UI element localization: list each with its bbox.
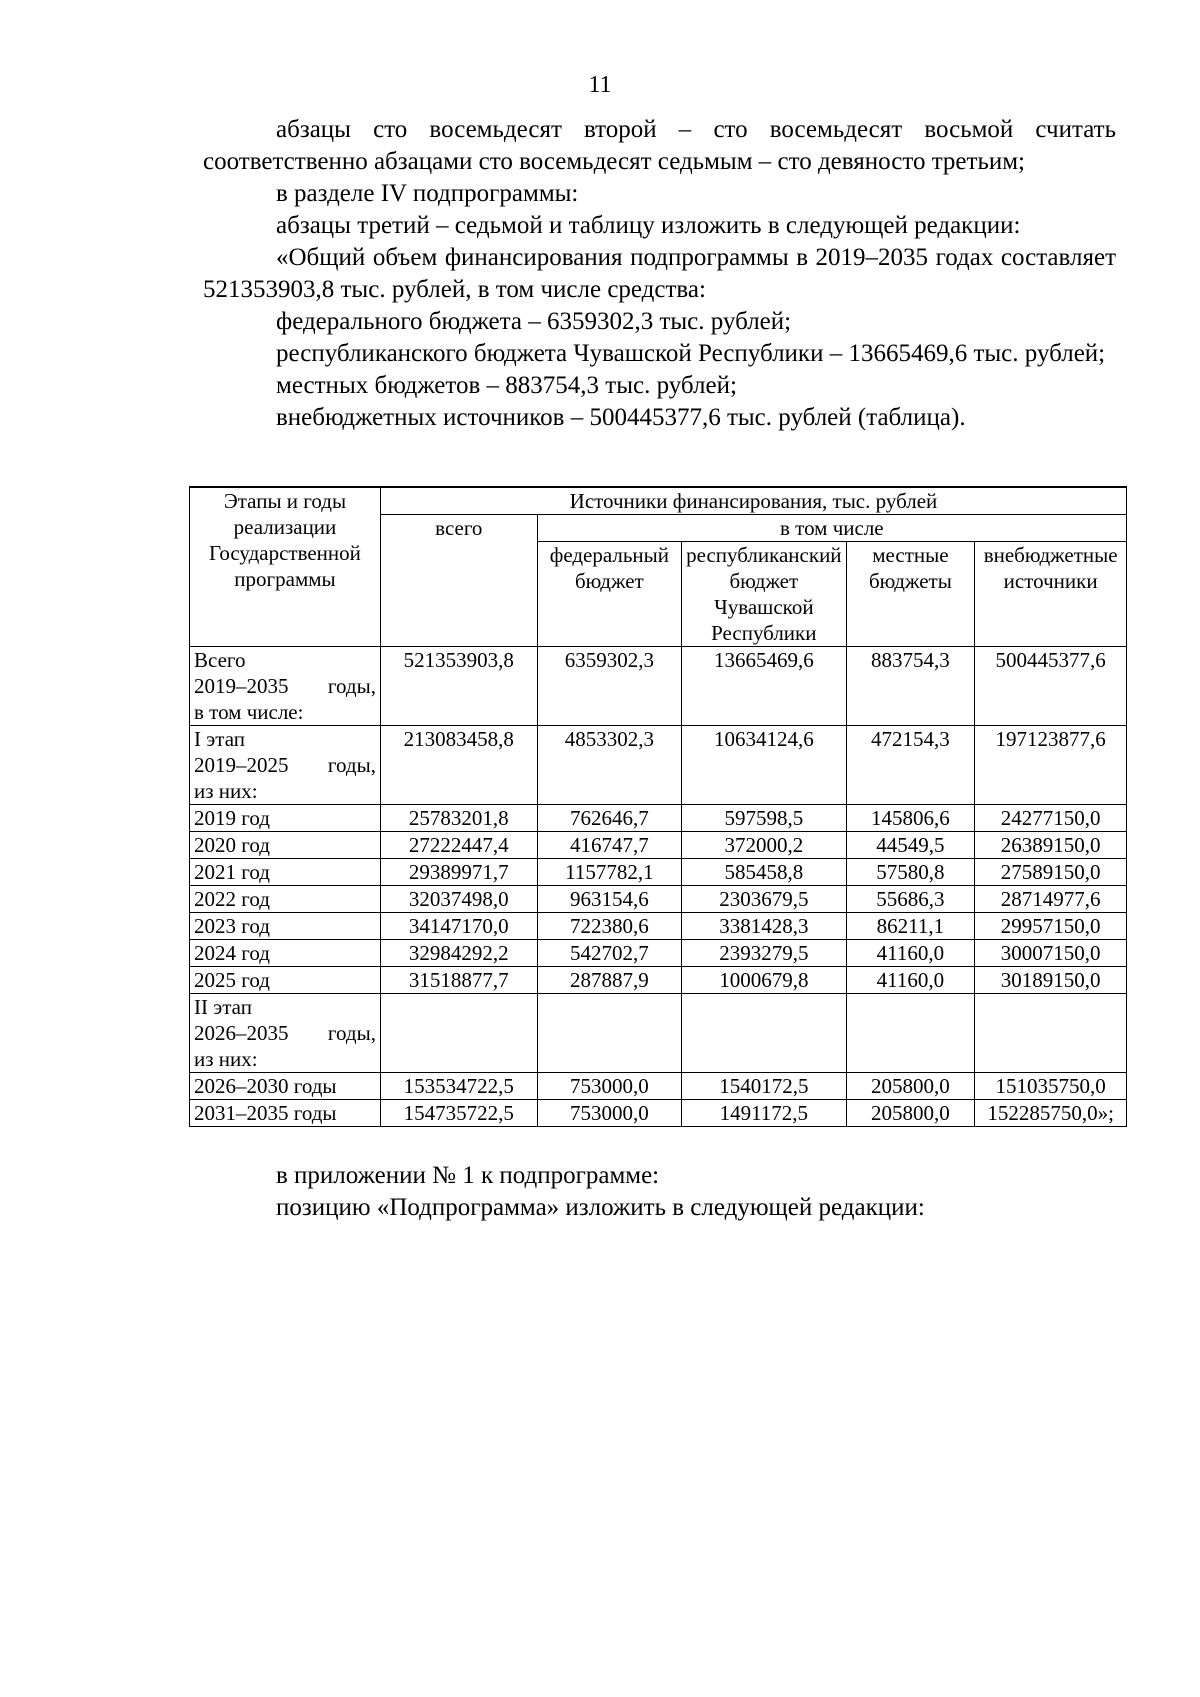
cell-local: 57580,8 xyxy=(846,859,975,886)
paragraph-local: местных бюджетов – 883754,3 тыс. рублей; xyxy=(276,372,737,399)
row-label xyxy=(190,994,381,1073)
cell-total: 34147170,0 xyxy=(380,913,537,940)
cell-federal: 6359302,3 xyxy=(537,647,681,726)
cell-republic: 1540172,5 xyxy=(682,1073,846,1100)
cell-republic: 1000679,8 xyxy=(682,967,846,994)
cell-republic: 1491172,5 xyxy=(682,1100,846,1127)
table-row xyxy=(190,726,1127,805)
cell-republic: 585458,8 xyxy=(682,859,846,886)
cell-federal: 1157782,1 xyxy=(537,859,681,886)
row-label-line: 2020 год xyxy=(194,833,270,857)
page-number: 11 xyxy=(588,72,612,98)
table-row xyxy=(190,859,1127,886)
header-sources: Источники финансирования, тыс. рублей xyxy=(380,487,1126,515)
table-row xyxy=(190,886,1127,913)
row-label-line: 2022 год xyxy=(194,887,270,911)
financing-table xyxy=(189,486,1127,1127)
row-label-line: 2019 год xyxy=(194,806,270,830)
cell-federal: 4853302,3 xyxy=(537,726,681,805)
cell-republic: 3381428,3 xyxy=(682,913,846,940)
table-row xyxy=(190,940,1127,967)
table-row xyxy=(190,805,1127,832)
cell-republic: 13665469,6 xyxy=(682,647,846,726)
cell-extra: 500445377,6 xyxy=(975,647,1127,726)
header-republic: республиканский бюджет Чувашской Республики xyxy=(682,542,846,647)
paragraph-renumber: абзацы сто восемьдесят второй – сто восемьдесят восьмой считать соответственно абзацами сто восемьдесят седьмым – сто девяносто третьим; xyxy=(203,116,1116,175)
row-label xyxy=(190,967,381,994)
cell-extra: 28714977,6 xyxy=(975,886,1127,913)
cell-extra: 24277150,0 xyxy=(975,805,1127,832)
table-row xyxy=(190,832,1127,859)
body-text xyxy=(203,114,1116,434)
row-label-line: 2026–2030 годы xyxy=(194,1074,337,1098)
cell-federal: 416747,7 xyxy=(537,832,681,859)
cell-federal: 753000,0 xyxy=(537,1073,681,1100)
header-federal: федеральный бюджет xyxy=(537,542,681,647)
paragraph-section-iv: в разделе IV подпрограммы: xyxy=(276,180,579,207)
row-label-line: 2031–2035 годы xyxy=(194,1101,337,1125)
header-local: местные бюджеты xyxy=(846,542,975,647)
row-label xyxy=(190,805,381,832)
row-label xyxy=(190,940,381,967)
row-label xyxy=(190,913,381,940)
cell-local: 883754,3 xyxy=(846,647,975,726)
cell-federal: 753000,0 xyxy=(537,1100,681,1127)
row-label-line: 2025 год xyxy=(194,968,270,992)
cell-total xyxy=(380,994,537,1073)
cell-local: 55686,3 xyxy=(846,886,975,913)
cell-federal: 542702,7 xyxy=(537,940,681,967)
paragraph-extra: внебюджетных источников – 500445377,6 тыс. рублей (таблица). xyxy=(276,404,966,431)
cell-local: 41160,0 xyxy=(846,940,975,967)
cell-total: 31518877,7 xyxy=(380,967,537,994)
row-label-line: 2024 год xyxy=(194,941,270,965)
cell-extra: 26389150,0 xyxy=(975,832,1127,859)
cell-extra xyxy=(975,994,1127,1073)
paragraph-republic: республиканского бюджета Чувашской Республики – 13665469,6 тыс. рублей; xyxy=(276,340,1106,367)
header-extra: внебюджетные источники xyxy=(975,542,1127,647)
row-label xyxy=(190,1073,381,1100)
cell-total: 32984292,2 xyxy=(380,940,537,967)
cell-extra: 30007150,0 xyxy=(975,940,1127,967)
cell-local: 145806,6 xyxy=(846,805,975,832)
header-including: в том числе xyxy=(537,515,1126,542)
cell-extra: 152285750,0»; xyxy=(975,1100,1127,1127)
row-label-line: 2021 год xyxy=(194,860,270,884)
cell-republic: 372000,2 xyxy=(682,832,846,859)
cell-local xyxy=(846,994,975,1073)
cell-local: 86211,1 xyxy=(846,913,975,940)
cell-local: 205800,0 xyxy=(846,1100,975,1127)
cell-total: 213083458,8 xyxy=(380,726,537,805)
row-label-line: 2019–2025 годы, xyxy=(194,753,376,777)
cell-extra: 30189150,0 xyxy=(975,967,1127,994)
paragraph-position: позицию «Подпрограмма» изложить в следующей редакции: xyxy=(276,1194,925,1221)
cell-total: 32037498,0 xyxy=(380,886,537,913)
cell-federal: 287887,9 xyxy=(537,967,681,994)
row-label-line: из них: xyxy=(194,1047,258,1071)
cell-extra: 197123877,6 xyxy=(975,726,1127,805)
table-row xyxy=(190,647,1127,726)
row-label xyxy=(190,726,381,805)
row-label-line: I этап xyxy=(194,727,245,751)
cell-republic: 10634124,6 xyxy=(682,726,846,805)
cell-federal: 762646,7 xyxy=(537,805,681,832)
cell-federal: 722380,6 xyxy=(537,913,681,940)
cell-federal: 963154,6 xyxy=(537,886,681,913)
row-label-line: в том числе: xyxy=(194,700,304,724)
cell-federal xyxy=(537,994,681,1073)
cell-total: 29389971,7 xyxy=(380,859,537,886)
cell-local: 44549,5 xyxy=(846,832,975,859)
cell-republic: 2393279,5 xyxy=(682,940,846,967)
row-label xyxy=(190,832,381,859)
row-label-line: 2026–2035 годы, xyxy=(194,1021,376,1045)
table-row xyxy=(190,1073,1127,1100)
row-label-line: Всего xyxy=(194,648,246,672)
paragraph-federal: федерального бюджета – 6359302,3 тыс. рублей; xyxy=(276,308,792,335)
row-label-line: из них: xyxy=(194,779,258,803)
row-label-line: 2023 год xyxy=(194,914,270,938)
cell-extra: 27589150,0 xyxy=(975,859,1127,886)
paragraph-appendix: в приложении № 1 к подпрограмме: xyxy=(276,1162,660,1189)
cell-local: 472154,3 xyxy=(846,726,975,805)
cell-republic: 2303679,5 xyxy=(682,886,846,913)
cell-extra: 29957150,0 xyxy=(975,913,1127,940)
row-label xyxy=(190,859,381,886)
row-label-line: II этап xyxy=(194,995,252,1019)
cell-republic: 597598,5 xyxy=(682,805,846,832)
header-total: всего xyxy=(380,515,537,647)
cell-local: 205800,0 xyxy=(846,1073,975,1100)
after-text xyxy=(276,1160,1116,1224)
cell-extra: 151035750,0 xyxy=(975,1073,1127,1100)
cell-republic xyxy=(682,994,846,1073)
cell-total: 154735722,5 xyxy=(380,1100,537,1127)
row-label xyxy=(190,647,381,726)
cell-total: 521353903,8 xyxy=(380,647,537,726)
paragraph-abzacy: абзацы третий – седьмой и таблицу изложить в следующей редакции: xyxy=(276,212,1021,239)
row-label xyxy=(190,886,381,913)
header-stages: Этапы и годы реализации Государственной программы xyxy=(190,487,381,647)
cell-total: 153534722,5 xyxy=(380,1073,537,1100)
cell-total: 27222447,4 xyxy=(380,832,537,859)
table-body xyxy=(190,647,1127,1127)
cell-total: 25783201,8 xyxy=(380,805,537,832)
table-row xyxy=(190,1100,1127,1127)
table-row xyxy=(190,967,1127,994)
cell-local: 41160,0 xyxy=(846,967,975,994)
table-row xyxy=(190,994,1127,1073)
paragraph-total-volume: «Общий объем финансирования подпрограммы в 2019–2035 годах составляет 521353903,8 тыс. рублей, в том числе средства: xyxy=(203,244,1116,303)
table-row xyxy=(190,913,1127,940)
row-label xyxy=(190,1100,381,1127)
row-label-line: 2019–2035 годы, xyxy=(194,674,376,698)
